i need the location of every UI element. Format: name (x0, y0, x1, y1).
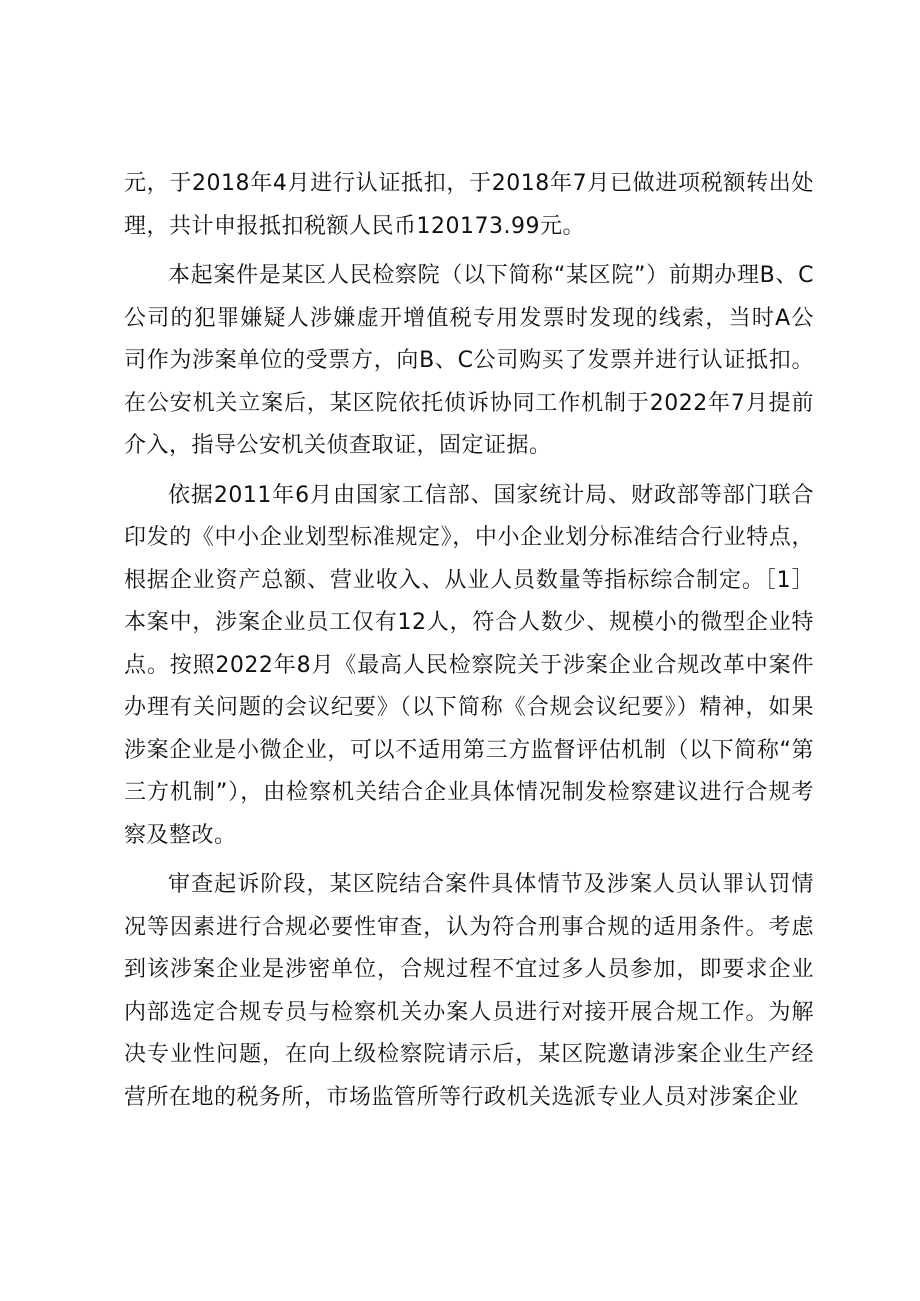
paragraph-review-stage: 审查起诉阶段，某区院结合案件具体情节及涉案人员认罪认罚情况等因素进行合规必要性审查，认为符合刑事合规的适用条件。考虑到该涉案企业是涉密单位，合规过程不宜过多人员参加，即要求企业内部选定合规专员与检察机关办案人员进行对接开展合规工作。为解决专业性问题，在向上级检察院请示后，某区院邀请涉案企业生产经营所在地的税务所，市场监管所等行政机关选派专业人员对涉案企业 (124, 872, 814, 1110)
paragraph-continuation: 元，于2018年4月进行认证抵扣，于2018年7月已做进项税额转出处理，共计申报抵扣税额人民币120173.99元。 (124, 171, 814, 239)
paragraph-case-origin: 本起案件是某区人民检察院（以下简称“某区院”）前期办理B、C公司的犯罪嫌疑人涉嫌虚开增值税专用发票时发现的线索，当时A公司作为涉案单位的受票方，向B、C公司购买了发票并进行认证抵扣。在公安机关立案后，某区院依托侦诉协同工作机制于2022年7月提前介入，指导公安机关侦查取证，固定证据。 (124, 263, 814, 458)
document-body (124, 163, 814, 1126)
paragraph-sme-standard: 依据2011年6月由国家工信部、国家统计局、财政部等部门联合印发的《中小企业划型标准规定》，中小企业划分标准结合行业特点，根据企业资产总额、营业收入、从业人员数量等指标综合制定。［1］本案中，涉案企业员工仅有12人，符合人数少、规模小的微型企业特点。按照2022年8月《最高人民检察院关于涉案企业合规改革中案件办理有关问题的会议纪要》（以下简称《合规会议纪要》）精神，如果涉案企业是小微企业，可以不适用第三方监督评估机制（以下简称“第三方机制”），由检察机关结合企业具体情况制发检察建议进行合规考察及整改。 (124, 482, 814, 848)
